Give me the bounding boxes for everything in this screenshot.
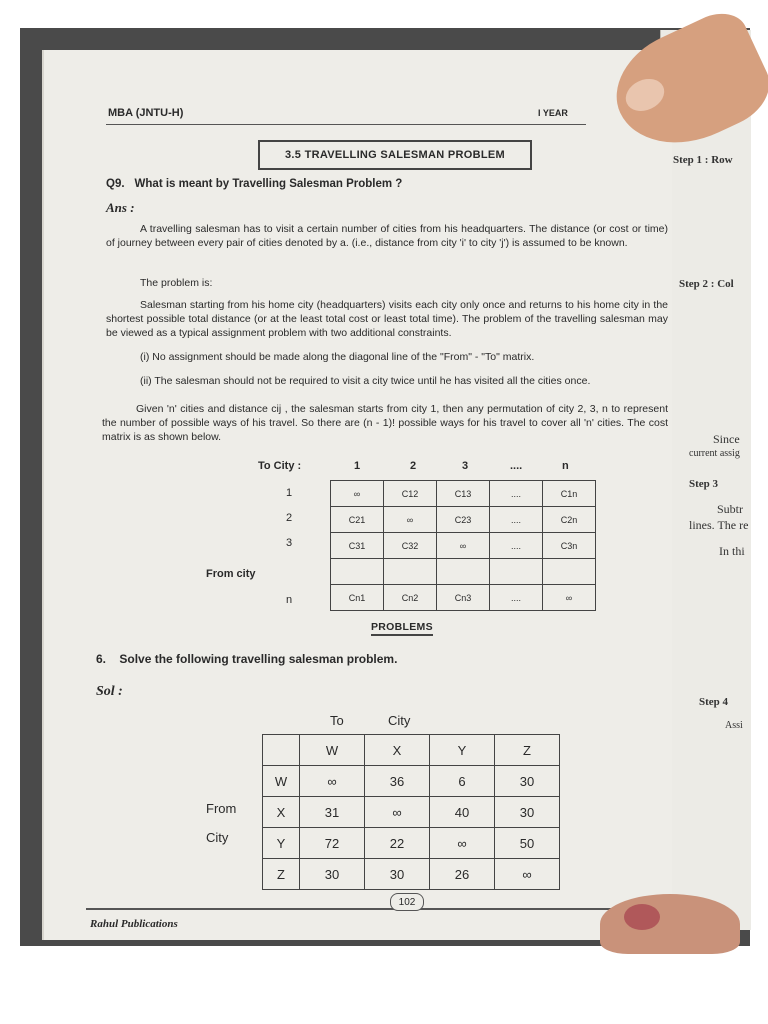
sol-to-label: To xyxy=(330,713,344,728)
page-number: 102 xyxy=(390,893,424,911)
table-row xyxy=(263,859,560,890)
solution-label: Sol : xyxy=(96,684,123,699)
matrix-cell: ∞ xyxy=(384,507,437,533)
matrix-cell: C13 xyxy=(437,481,490,507)
col-header-cell: Y xyxy=(430,735,495,766)
row-header: n xyxy=(286,594,293,606)
header-course: MBA (JNTU-H) xyxy=(108,107,184,119)
matrix-cell: Cn1 xyxy=(331,585,384,611)
cost-matrix-table xyxy=(330,480,596,611)
matrix-cell xyxy=(331,559,384,585)
distance-cell: 50 xyxy=(495,828,560,859)
distance-cell: 30 xyxy=(365,859,430,890)
distance-cell: 40 xyxy=(430,797,495,828)
col-header: 3 xyxy=(462,460,469,472)
publisher-name: Rahul Publications xyxy=(90,918,178,930)
question-number: Q9. xyxy=(106,178,125,190)
table-row xyxy=(263,797,560,828)
constraint-2: (ii) The salesman should not be required to visit a city twice until he has visited all the cities once. xyxy=(140,375,591,387)
row-header-cell: Y xyxy=(263,828,300,859)
matrix-cell: C12 xyxy=(384,481,437,507)
col-header: 1 xyxy=(354,460,361,472)
sol-city-label: City xyxy=(388,713,411,728)
para-problem-is: The problem is: xyxy=(140,277,213,289)
section-title: 3.5 TRAVELLING SALESMAN PROBLEM xyxy=(258,140,532,170)
matrix-cell: C21 xyxy=(331,507,384,533)
matrix-cell: C31 xyxy=(331,533,384,559)
matrix-cell: .... xyxy=(490,481,543,507)
matrix-cell xyxy=(384,559,437,585)
fingernail-bottom xyxy=(624,904,660,930)
para-permutation: Given 'n' cities and distance cij , the salesman starts from city 1, then any permutation of city 2, 3, n to represent the number of possible ways of his travel. So there are (n - 1)! possible ways for his travel to cover all 'n' cities. The cost matrix is as shown below. xyxy=(102,403,668,443)
thumbnail-top xyxy=(621,73,670,117)
distance-cell: ∞ xyxy=(495,859,560,890)
table-row xyxy=(331,481,596,507)
table-row xyxy=(331,559,596,585)
matrix-cell: .... xyxy=(490,585,543,611)
next-current: current assig xyxy=(689,448,740,459)
matrix-cell: .... xyxy=(490,533,543,559)
matrix-cell: C2n xyxy=(543,507,596,533)
table-row xyxy=(331,533,596,559)
next-step1: Step 1 : Row xyxy=(673,154,733,166)
distance-cell: 30 xyxy=(495,766,560,797)
next-step2: Step 2 : Col xyxy=(679,278,734,290)
row-header: 3 xyxy=(286,537,293,549)
distance-cell: 26 xyxy=(430,859,495,890)
distance-cell: 22 xyxy=(365,828,430,859)
finger-bottom xyxy=(600,894,740,954)
distance-cell: ∞ xyxy=(300,766,365,797)
next-subtr: Subtr xyxy=(717,502,744,516)
next-since: Since xyxy=(713,432,740,446)
distance-cell: 72 xyxy=(300,828,365,859)
question xyxy=(106,178,666,190)
row-header: 1 xyxy=(286,487,293,499)
from-city-label: From city xyxy=(206,568,256,580)
problem-6 xyxy=(96,652,397,666)
para-intro: A travelling salesman has to visit a certain number of cities from his headquarters. The distance (or cost or time) of journey between every pair of cities denoted by a. (i.e., distance from city 'i' to city 'j') is assumed to be known. xyxy=(106,223,668,249)
distance-table xyxy=(262,734,560,890)
constraint-1: (i) No assignment should be made along the diagonal line of the "From" - "To" matrix. xyxy=(140,351,535,363)
row-header-cell: X xyxy=(263,797,300,828)
next-assi: Assi xyxy=(725,720,743,731)
matrix-cell: C32 xyxy=(384,533,437,559)
next-inthi: In thi xyxy=(719,544,745,558)
sol-from-label: From xyxy=(206,801,237,816)
book-page xyxy=(42,50,672,940)
matrix-cell: C3n xyxy=(543,533,596,559)
matrix-cell: ∞ xyxy=(543,585,596,611)
next-lines: lines. The re xyxy=(689,518,749,532)
matrix-cell xyxy=(490,559,543,585)
to-city-label: To City : xyxy=(258,460,302,472)
matrix-cell: Cn3 xyxy=(437,585,490,611)
table-row xyxy=(331,507,596,533)
matrix-cell: Cn2 xyxy=(384,585,437,611)
problem-text: Solve the following travelling salesman problem. xyxy=(119,652,398,666)
problem-number: 6. xyxy=(96,652,107,666)
col-header: .... xyxy=(510,460,523,472)
distance-cell: ∞ xyxy=(365,797,430,828)
col-header-cell: X xyxy=(365,735,430,766)
table-row xyxy=(263,828,560,859)
next-step3: Step 3 xyxy=(689,478,719,490)
table-row xyxy=(263,766,560,797)
col-header-cell: Z xyxy=(495,735,560,766)
distance-cell: 30 xyxy=(300,859,365,890)
row-header-cell: Z xyxy=(263,859,300,890)
distance-cell: ∞ xyxy=(430,828,495,859)
matrix-cell xyxy=(437,559,490,585)
col-header: 2 xyxy=(410,460,417,472)
row-header-cell: W xyxy=(263,766,300,797)
matrix-cell: C23 xyxy=(437,507,490,533)
table-row xyxy=(263,735,560,766)
corner-cell xyxy=(263,735,300,766)
problems-heading: PROBLEMS xyxy=(371,621,433,636)
matrix-cell: C1n xyxy=(543,481,596,507)
distance-cell: 30 xyxy=(495,797,560,828)
para-description: Salesman starting from his home city (headquarters) visits each city only once and returns to his home city in the shortest possible total distance (or at the least total cost or least total time). The problem of the travelling salesman may be viewed as a typical assignment problem with two additional constraints. xyxy=(106,299,668,339)
distance-cell: 31 xyxy=(300,797,365,828)
matrix-cell: ∞ xyxy=(331,481,384,507)
matrix-cell: .... xyxy=(490,507,543,533)
question-text: What is meant by Travelling Salesman Problem ? xyxy=(134,178,403,190)
distance-cell: 36 xyxy=(365,766,430,797)
header-year: I YEAR xyxy=(538,108,568,118)
matrix-cell xyxy=(543,559,596,585)
col-header-cell: W xyxy=(300,735,365,766)
next-step4: Step 4 xyxy=(699,696,729,708)
table-row xyxy=(331,585,596,611)
answer-label: Ans : xyxy=(106,200,135,215)
adjacent-page xyxy=(660,30,751,930)
distance-cell: 6 xyxy=(430,766,495,797)
col-header: n xyxy=(562,460,569,472)
matrix-cell: ∞ xyxy=(437,533,490,559)
sol-from-city-label: City xyxy=(206,830,229,845)
row-header: 2 xyxy=(286,512,293,524)
header-rule xyxy=(106,124,586,125)
